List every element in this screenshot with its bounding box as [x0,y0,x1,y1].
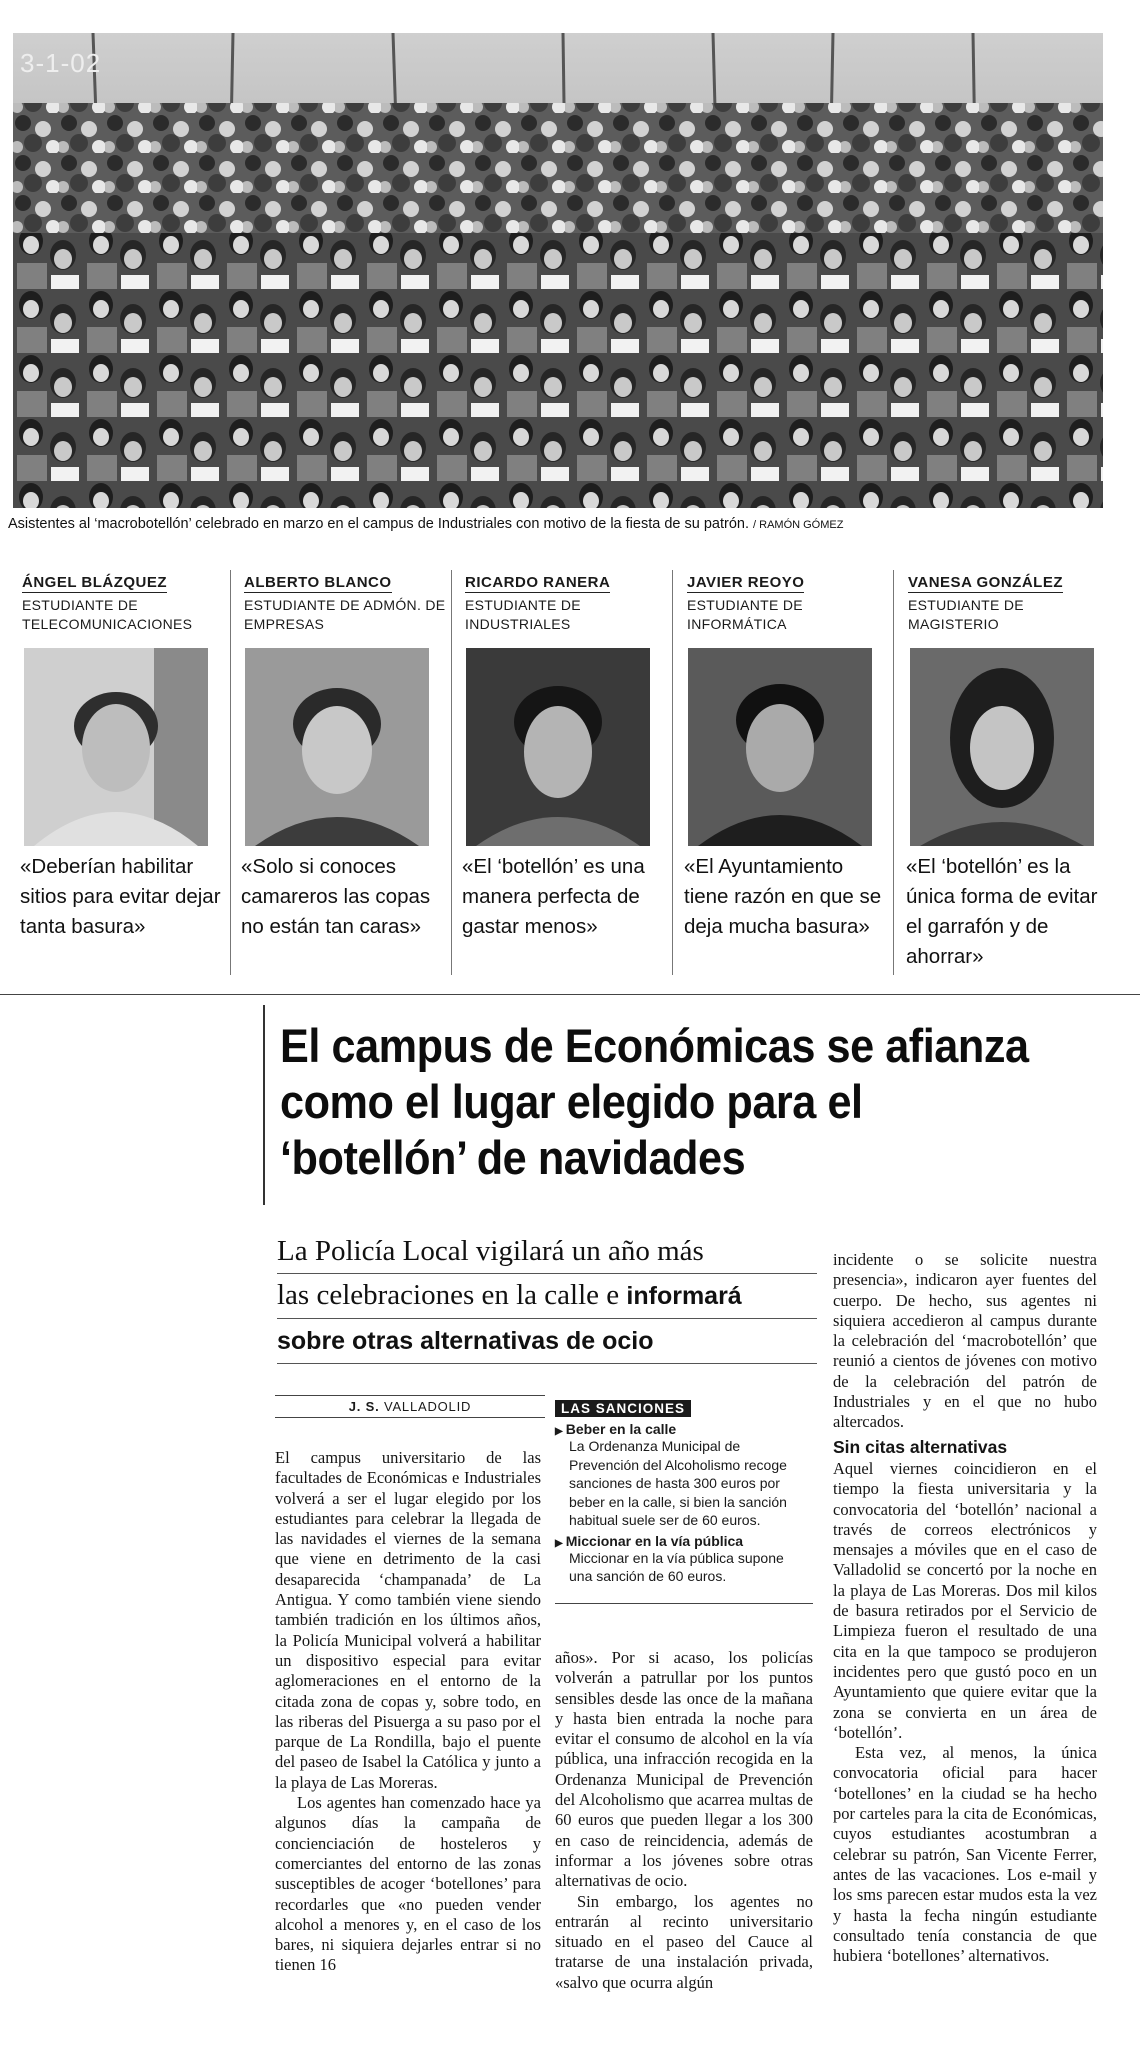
subhead-line-3-bold: sobre otras alternativas de ocio [277,1327,654,1355]
sanction-item-text: La Ordenanza Municipal de Prevención del Alcoholismo recoge sanciones de hasta 300 euros por beber en la calle, si bien la sanción habitual suele ser de 60 euros. [569,1438,787,1528]
portrait-photo [466,648,650,846]
headline-rule [263,1005,265,1205]
photo-credit: / RAMÓN GÓMEZ [753,519,844,531]
interview-header-4 [687,574,897,634]
paragraph: Los agentes han comenzado hace ya algunos días la campaña de concienciación de hosteleros y comerciantes del entorno de las zonas susceptibles de acoger ‘botellones’ para recordarles que «no pueden vender alcohol a menores y, en el caso de los bares, ni siquiera dejarles entrar si no tienen 16 [275,1793,541,1975]
sanctions-box [555,1400,810,1586]
interviewee-name: ALBERTO BLANCO [244,574,392,591]
interview-quote: «El Ayuntamiento tiene razón en que se deja mucha basura» [684,855,882,938]
portrait-illustration [910,648,1094,846]
portrait-photo [688,648,872,846]
photo-date-stamp: 3-1-02 [20,48,102,78]
interview-quote: «Solo si conoces camareros las copas no están tan caras» [241,855,431,938]
interview-header-2 [244,574,454,634]
interview-header-1 [22,574,232,634]
portrait-photo [245,648,429,846]
article-headline: El campus de Económicas se afianza como el lugar elegido para el ‘botellón’ de navidades [280,1019,1029,1184]
sanction-item-title: ▶ Miccionar en la vía pública [555,1533,810,1549]
subhead-line-3 [277,1319,817,1364]
paragraph: incidente o se solicite nuestra presencia», indicaron ayer fuentes del cuerpo. De hecho, sus agentes ni siquiera accedieron al campus durante la celebración del ‘macrobotellón’ que reunió a cientos de jóvenes con motivo de la celebración del patrón de Industriales y en el que no hubo altercados. [833,1250,1097,1432]
interviewee-role: ESTUDIANTE DE TELECOMUNICACIONES [22,597,193,632]
interviewee-name: ÁNGEL BLÁZQUEZ [22,574,168,591]
article-subhead [277,1230,817,1364]
portrait-illustration [688,648,872,846]
crowd-photo [13,33,1103,508]
article-column-3 [833,1250,1097,1966]
interview-header-3 [465,574,675,634]
column-subheading: Sin citas alternativas [833,1436,1008,1457]
interview-quote: «Deberían habilitar sitios para evitar dejar tanta basura» [20,855,221,938]
sanctions-rule [555,1603,813,1604]
interviewee-role: ESTUDIANTE DE ADMÓN. DE EMPRESAS [244,597,446,632]
portrait-illustration [466,648,650,846]
paragraph: El campus universitario de las facultades de Económicas e Industriales volverá a ser el lugar elegido por los estudiantes para celebrar la llegada de las navidades el viernes de la semana que viene en detrimento de la casi desaparecida ‘champanada’ de La Antigua. Y como también viene siendo también tradición en los últimos años, la Policía Municipal volverá a habilitar un dispositivo especial para evitar aglomeraciones en el entorno de la citada zona de copas y, sobre todo, en las riberas del Pisuerga a su paso por el parque de La Rondilla, bajo el puente del paseo de Isabel la Católica y junto a la playa de Las Moreras. [275,1448,541,1792]
section-divider [0,994,1140,995]
portrait-photo [910,648,1094,846]
interviewee-name: JAVIER REOYO [687,574,805,591]
sanction-item-text: Miccionar en la vía pública supone una sanción de 60 euros. [569,1549,784,1584]
byline-initials: J. S. [348,1399,380,1414]
interviewee-name: RICARDO RANERA [465,574,611,591]
interviewee-name: VANESA GONZÁLEZ [908,574,1064,591]
interview-header-5 [908,574,1118,634]
subhead-line-2-text: las celebraciones en la calle e [277,1279,620,1311]
interview-quote: «El ‘botellón’ es una manera perfecta de gastar menos» [462,855,645,938]
article-column-1 [275,1448,541,1976]
interviewee-role: ESTUDIANTE DE INFORMÁTICA [687,597,803,632]
byline [275,1395,545,1418]
paragraph: años». Por si acaso, los policías volverán a patrullar por los puntos sensibles desde las once de la mañana y hasta bien entrada la noche para evitar el consumo de alcohol en la vía pública, una infracción recogida en la Ordenanza Municipal de Prevención del Alcoholismo que acarrea multas de 60 euros que pueden llegar a los 300 en caso de reincidencia, además de informar a los jóvenes sobre otras alternativas de ocio. [555,1648,813,1891]
crowd-photo-illustration [13,33,1103,508]
subhead-line-2-bold: informará [626,1282,742,1310]
subhead-line-2 [277,1274,817,1319]
interviewee-role: ESTUDIANTE DE INDUSTRIALES [465,597,581,632]
portrait-illustration [24,648,208,846]
paragraph: Aquel viernes coincidieron en el tiempo la fiesta universitaria y la convocatoria del ‘botellón’ nacional a través de correos electrónicos y mensajes a móviles que en el caso de Valladolid se concertó por la noche en la playa de Las Moreras. Dos mil kilos de basura retirados por el Servicio de Limpieza fueron el resultado de una cita en la que tampoco se produjeron incidentes pero que gustó poco en un Ayuntamiento que quiere evitar que la zona se convierta en un área de ‘botellón’. [833,1458,1097,1742]
article-column-2 [555,1648,813,1993]
portrait-photo [24,648,208,846]
byline-place: VALLADOLID [383,1399,472,1414]
subhead-line-1: La Policía Local vigilará un año más [277,1230,817,1274]
interview-quote: «El ‘botellón’ es la única forma de evitar el garrafón y de ahorrar» [906,855,1098,968]
interviewee-role: ESTUDIANTE DE MAGISTERIO [908,597,1024,632]
paragraph: Esta vez, al menos, la única convocatoria oficial para hacer ‘botellones’ en la ciudad se ha hecho por carteles para la cita de Económicas, cuyos estudiantes acostumbran a celebrar su patrón, San Vicente Ferrer, antes de las vacaciones. Los e-mail y los sms parecen estar mudos esta la vez y hasta la fecha ningún estudiante consultado tenía constancia de que hubiera ‘botellones’ alternativos. [833,1743,1097,1966]
paragraph: Sin embargo, los agentes no entrarán al recinto universitario situado en el paseo del Cauce al tratarse de una instalación privada, «salvo que ocurra algún [555,1891,813,1992]
sanction-item-title: ▶ Beber en la calle [555,1421,810,1437]
portrait-illustration [245,648,429,846]
photo-caption [8,516,1128,532]
caption-text: Asistentes al ‘macrobotellón’ celebrado en marzo en el campus de Industriales con motivo de la fiesta de su patrón. [8,516,749,532]
sanctions-title: LAS SANCIONES [555,1400,691,1417]
